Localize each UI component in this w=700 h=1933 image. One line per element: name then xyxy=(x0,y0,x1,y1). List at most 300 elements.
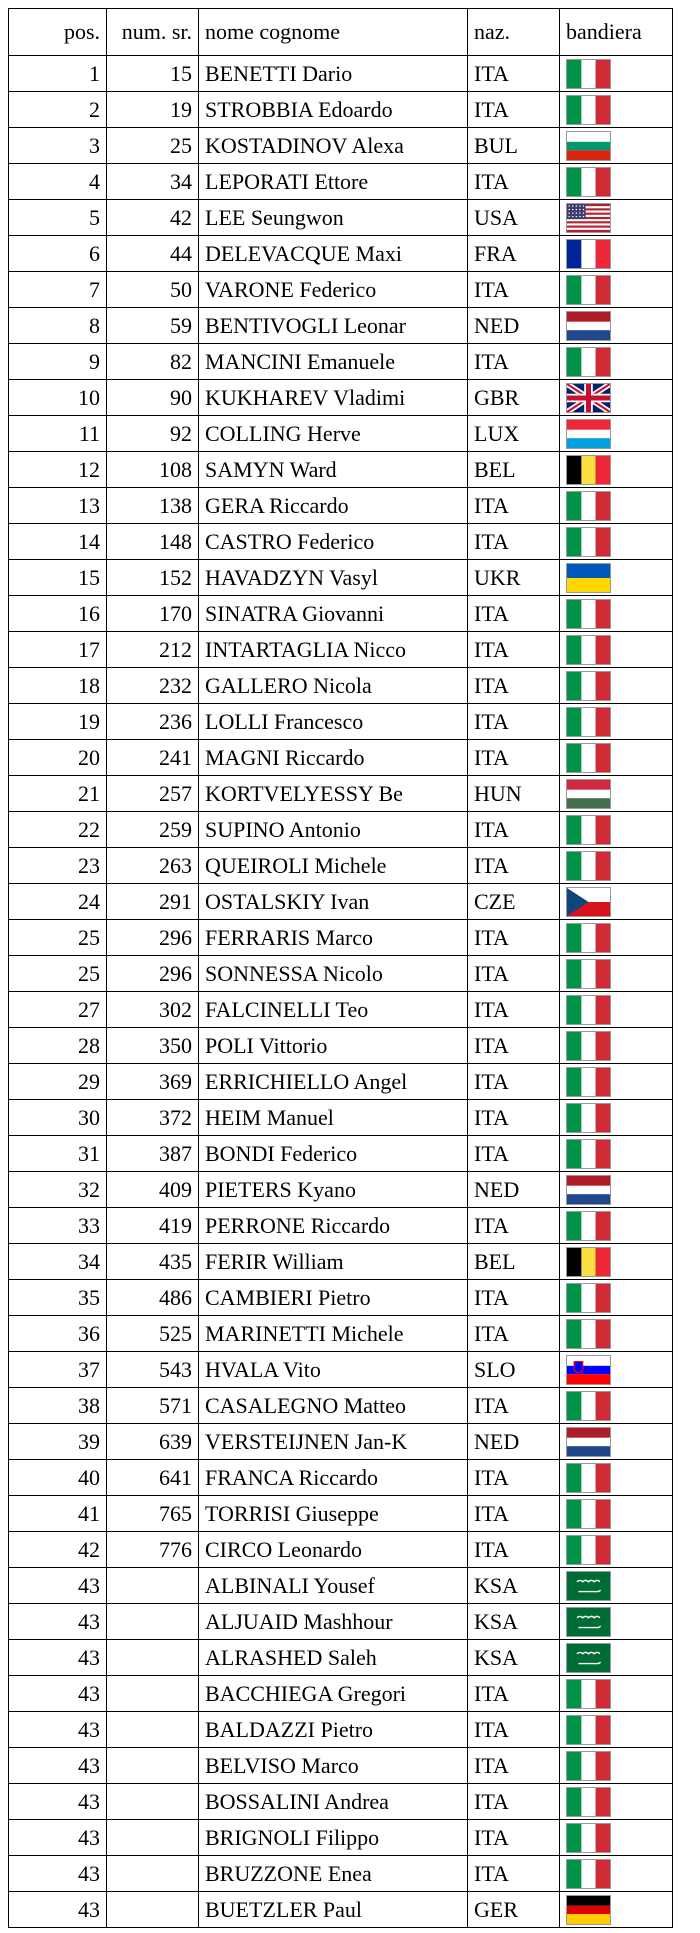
row-name: CASALEGNO Matteo xyxy=(199,1388,468,1424)
flag-ita-icon xyxy=(566,1463,611,1493)
table-row xyxy=(9,272,673,308)
table-row xyxy=(9,956,673,992)
table-row xyxy=(9,1280,673,1316)
row-naz: BUL xyxy=(468,128,560,164)
flag-ita-icon xyxy=(566,1787,611,1817)
row-num-sr: 152 xyxy=(107,560,199,596)
row-naz: ITA xyxy=(468,1712,560,1748)
flag-ita-icon xyxy=(566,959,611,989)
row-name: FRANCA Riccardo xyxy=(199,1460,468,1496)
flag-ned-icon xyxy=(566,1427,611,1457)
table-row xyxy=(9,1568,673,1604)
flag-ita-icon xyxy=(566,1499,611,1529)
flag-ita-icon xyxy=(566,851,611,881)
row-num-sr: 369 xyxy=(107,1064,199,1100)
flag-ger-icon xyxy=(566,1895,611,1925)
flag-ita-icon xyxy=(566,1319,611,1349)
row-naz: ITA xyxy=(468,812,560,848)
table-row xyxy=(9,1712,673,1748)
row-flag-cell xyxy=(560,308,673,344)
row-name: ALJUAID Mashhour xyxy=(199,1604,468,1640)
row-naz: ITA xyxy=(468,668,560,704)
row-pos: 8 xyxy=(9,308,107,344)
table-row xyxy=(9,1424,673,1460)
row-flag-cell xyxy=(560,776,673,812)
table-row xyxy=(9,1820,673,1856)
row-naz: ITA xyxy=(468,1388,560,1424)
flag-ita-icon xyxy=(566,1535,611,1565)
flag-ita-icon xyxy=(566,1283,611,1313)
flag-slo-icon xyxy=(566,1355,611,1385)
row-flag-cell xyxy=(560,1100,673,1136)
row-pos: 11 xyxy=(9,416,107,452)
row-flag-cell xyxy=(560,1496,673,1532)
row-name: SINATRA Giovanni xyxy=(199,596,468,632)
flag-ita-icon xyxy=(566,1103,611,1133)
row-pos: 35 xyxy=(9,1280,107,1316)
row-num-sr: 291 xyxy=(107,884,199,920)
row-name: LOLLI Francesco xyxy=(199,704,468,740)
row-flag-cell xyxy=(560,272,673,308)
row-flag-cell xyxy=(560,380,673,416)
row-pos: 3 xyxy=(9,128,107,164)
row-name: PERRONE Riccardo xyxy=(199,1208,468,1244)
row-naz: ITA xyxy=(468,1748,560,1784)
row-naz: ITA xyxy=(468,1460,560,1496)
row-naz: ITA xyxy=(468,1496,560,1532)
table-row xyxy=(9,1316,673,1352)
row-pos: 24 xyxy=(9,884,107,920)
flag-ita-icon xyxy=(566,995,611,1025)
row-pos: 41 xyxy=(9,1496,107,1532)
row-flag-cell xyxy=(560,992,673,1028)
flag-usa-icon xyxy=(566,203,611,233)
row-pos: 21 xyxy=(9,776,107,812)
row-naz: ITA xyxy=(468,1028,560,1064)
row-pos: 16 xyxy=(9,596,107,632)
row-num-sr: 525 xyxy=(107,1316,199,1352)
row-flag-cell xyxy=(560,560,673,596)
results-body xyxy=(9,56,673,1928)
flag-ita-icon xyxy=(566,1751,611,1781)
row-num-sr xyxy=(107,1568,199,1604)
flag-lux-icon xyxy=(566,419,611,449)
row-num-sr: 232 xyxy=(107,668,199,704)
flag-ita-icon xyxy=(566,707,611,737)
row-flag-cell xyxy=(560,1316,673,1352)
table-row xyxy=(9,992,673,1028)
row-naz: ITA xyxy=(468,740,560,776)
table-row xyxy=(9,560,673,596)
table-row xyxy=(9,1028,673,1064)
row-pos: 43 xyxy=(9,1856,107,1892)
row-pos: 32 xyxy=(9,1172,107,1208)
row-name: CIRCO Leonardo xyxy=(199,1532,468,1568)
row-naz: ITA xyxy=(468,1208,560,1244)
row-num-sr: 372 xyxy=(107,1100,199,1136)
row-num-sr: 50 xyxy=(107,272,199,308)
header-num-sr: num. sr. xyxy=(107,9,199,56)
row-name: VARONE Federico xyxy=(199,272,468,308)
flag-ita-icon xyxy=(566,1823,611,1853)
flag-ita-icon xyxy=(566,59,611,89)
row-naz: HUN xyxy=(468,776,560,812)
row-naz: UKR xyxy=(468,560,560,596)
flag-ita-icon xyxy=(566,275,611,305)
row-naz: ITA xyxy=(468,992,560,1028)
row-name: DELEVACQUE Maxi xyxy=(199,236,468,272)
row-pos: 43 xyxy=(9,1640,107,1676)
row-num-sr: 42 xyxy=(107,200,199,236)
flag-bel-icon xyxy=(566,455,611,485)
row-name: BENETTI Dario xyxy=(199,56,468,92)
row-num-sr xyxy=(107,1748,199,1784)
header-flag: bandiera xyxy=(560,9,673,56)
row-naz: NED xyxy=(468,1172,560,1208)
row-pos: 28 xyxy=(9,1028,107,1064)
row-name: KUKHAREV Vladimi xyxy=(199,380,468,416)
table-row xyxy=(9,1100,673,1136)
table-row xyxy=(9,704,673,740)
flag-ksa-icon xyxy=(566,1607,611,1637)
row-pos: 29 xyxy=(9,1064,107,1100)
row-naz: ITA xyxy=(468,704,560,740)
flag-ita-icon xyxy=(566,95,611,125)
row-pos: 4 xyxy=(9,164,107,200)
row-num-sr: 82 xyxy=(107,344,199,380)
flag-ita-icon xyxy=(566,167,611,197)
row-num-sr: 302 xyxy=(107,992,199,1028)
row-num-sr: 257 xyxy=(107,776,199,812)
row-naz: ITA xyxy=(468,1064,560,1100)
row-naz: ITA xyxy=(468,1820,560,1856)
row-num-sr: 765 xyxy=(107,1496,199,1532)
row-num-sr: 639 xyxy=(107,1424,199,1460)
row-pos: 30 xyxy=(9,1100,107,1136)
flag-hun-icon xyxy=(566,779,611,809)
row-pos: 14 xyxy=(9,524,107,560)
table-row xyxy=(9,920,673,956)
table-row xyxy=(9,1856,673,1892)
row-num-sr: 387 xyxy=(107,1136,199,1172)
flag-ita-icon xyxy=(566,599,611,629)
row-pos: 43 xyxy=(9,1892,107,1928)
flag-cze-icon xyxy=(566,887,611,917)
table-row xyxy=(9,1748,673,1784)
table-row xyxy=(9,812,673,848)
flag-gbr-icon xyxy=(566,383,611,413)
row-pos: 38 xyxy=(9,1388,107,1424)
row-num-sr: 350 xyxy=(107,1028,199,1064)
row-flag-cell xyxy=(560,452,673,488)
table-row xyxy=(9,416,673,452)
row-name: BACCHIEGA Gregori xyxy=(199,1676,468,1712)
table-row xyxy=(9,596,673,632)
table-row xyxy=(9,1136,673,1172)
row-pos: 1 xyxy=(9,56,107,92)
row-naz: ITA xyxy=(468,1136,560,1172)
table-row xyxy=(9,1784,673,1820)
row-name: POLI Vittorio xyxy=(199,1028,468,1064)
row-name: QUEIROLI Michele xyxy=(199,848,468,884)
row-num-sr xyxy=(107,1892,199,1928)
flag-ita-icon xyxy=(566,1715,611,1745)
row-flag-cell xyxy=(560,1640,673,1676)
row-name: GALLERO Nicola xyxy=(199,668,468,704)
row-name: FALCINELLI Teo xyxy=(199,992,468,1028)
row-naz: ITA xyxy=(468,1856,560,1892)
row-pos: 12 xyxy=(9,452,107,488)
row-pos: 15 xyxy=(9,560,107,596)
row-naz: LUX xyxy=(468,416,560,452)
row-naz: ITA xyxy=(468,956,560,992)
table-row xyxy=(9,452,673,488)
row-flag-cell xyxy=(560,1892,673,1928)
row-name: MARINETTI Michele xyxy=(199,1316,468,1352)
row-flag-cell xyxy=(560,920,673,956)
row-num-sr: 435 xyxy=(107,1244,199,1280)
row-flag-cell xyxy=(560,1784,673,1820)
row-name: LEPORATI Ettore xyxy=(199,164,468,200)
flag-ita-icon xyxy=(566,1139,611,1169)
row-naz: ITA xyxy=(468,272,560,308)
row-pos: 43 xyxy=(9,1748,107,1784)
row-num-sr: 263 xyxy=(107,848,199,884)
flag-ita-icon xyxy=(566,671,611,701)
flag-fra-icon xyxy=(566,239,611,269)
table-row xyxy=(9,1640,673,1676)
row-flag-cell xyxy=(560,1388,673,1424)
row-num-sr: 296 xyxy=(107,920,199,956)
table-row xyxy=(9,200,673,236)
header-naz: naz. xyxy=(468,9,560,56)
flag-bul-icon xyxy=(566,131,611,161)
flag-ita-icon xyxy=(566,491,611,521)
row-name: BELVISO Marco xyxy=(199,1748,468,1784)
table-row xyxy=(9,56,673,92)
flag-ita-icon xyxy=(566,1391,611,1421)
row-pos: 19 xyxy=(9,704,107,740)
row-num-sr: 776 xyxy=(107,1532,199,1568)
row-name: BRUZZONE Enea xyxy=(199,1856,468,1892)
row-name: KORTVELYESSY Be xyxy=(199,776,468,812)
row-name: VERSTEIJNEN Jan-K xyxy=(199,1424,468,1460)
row-flag-cell xyxy=(560,1712,673,1748)
row-naz: BEL xyxy=(468,452,560,488)
row-flag-cell xyxy=(560,236,673,272)
row-num-sr: 108 xyxy=(107,452,199,488)
row-flag-cell xyxy=(560,1856,673,1892)
row-pos: 2 xyxy=(9,92,107,128)
row-flag-cell xyxy=(560,1424,673,1460)
row-flag-cell xyxy=(560,200,673,236)
row-flag-cell xyxy=(560,416,673,452)
row-pos: 18 xyxy=(9,668,107,704)
row-num-sr xyxy=(107,1856,199,1892)
table-row xyxy=(9,776,673,812)
row-num-sr: 543 xyxy=(107,1352,199,1388)
row-num-sr xyxy=(107,1820,199,1856)
row-flag-cell xyxy=(560,1028,673,1064)
row-num-sr: 212 xyxy=(107,632,199,668)
row-naz: ITA xyxy=(468,1676,560,1712)
row-name: MAGNI Riccardo xyxy=(199,740,468,776)
row-name: OSTALSKIY Ivan xyxy=(199,884,468,920)
row-flag-cell xyxy=(560,1748,673,1784)
row-num-sr xyxy=(107,1640,199,1676)
flag-ita-icon xyxy=(566,635,611,665)
table-row xyxy=(9,1388,673,1424)
table-row xyxy=(9,128,673,164)
row-num-sr: 241 xyxy=(107,740,199,776)
row-flag-cell xyxy=(560,632,673,668)
table-row xyxy=(9,740,673,776)
flag-ksa-icon xyxy=(566,1643,611,1673)
row-name: KOSTADINOV Alexa xyxy=(199,128,468,164)
row-name: GERA Riccardo xyxy=(199,488,468,524)
row-name: MANCINI Emanuele xyxy=(199,344,468,380)
row-flag-cell xyxy=(560,1352,673,1388)
row-num-sr: 419 xyxy=(107,1208,199,1244)
row-flag-cell xyxy=(560,1676,673,1712)
row-flag-cell xyxy=(560,1604,673,1640)
row-naz: NED xyxy=(468,308,560,344)
row-flag-cell xyxy=(560,1460,673,1496)
row-name: HVALA Vito xyxy=(199,1352,468,1388)
row-naz: ITA xyxy=(468,596,560,632)
row-naz: GER xyxy=(468,1892,560,1928)
row-naz: NED xyxy=(468,1424,560,1460)
row-flag-cell xyxy=(560,1280,673,1316)
table-row xyxy=(9,1352,673,1388)
row-naz: BEL xyxy=(468,1244,560,1280)
row-pos: 9 xyxy=(9,344,107,380)
row-name: SONNESSA Nicolo xyxy=(199,956,468,992)
row-flag-cell xyxy=(560,1820,673,1856)
results-table xyxy=(8,8,673,1928)
row-num-sr: 641 xyxy=(107,1460,199,1496)
row-naz: KSA xyxy=(468,1604,560,1640)
table-row xyxy=(9,488,673,524)
row-num-sr xyxy=(107,1784,199,1820)
row-naz: KSA xyxy=(468,1640,560,1676)
table-row xyxy=(9,1172,673,1208)
row-flag-cell xyxy=(560,1208,673,1244)
table-row xyxy=(9,884,673,920)
table-row xyxy=(9,380,673,416)
row-pos: 36 xyxy=(9,1316,107,1352)
row-name: BUETZLER Paul xyxy=(199,1892,468,1928)
row-name: HEIM Manuel xyxy=(199,1100,468,1136)
flag-ksa-icon xyxy=(566,1571,611,1601)
row-naz: FRA xyxy=(468,236,560,272)
header-pos: pos. xyxy=(9,9,107,56)
row-flag-cell xyxy=(560,884,673,920)
row-name: PIETERS Kyano xyxy=(199,1172,468,1208)
table-row xyxy=(9,1496,673,1532)
row-name: BONDI Federico xyxy=(199,1136,468,1172)
table-row xyxy=(9,1532,673,1568)
row-num-sr xyxy=(107,1676,199,1712)
row-num-sr: 44 xyxy=(107,236,199,272)
flag-ita-icon xyxy=(566,1031,611,1061)
flag-ita-icon xyxy=(566,347,611,377)
row-flag-cell xyxy=(560,92,673,128)
row-naz: GBR xyxy=(468,380,560,416)
row-name: TORRISI Giuseppe xyxy=(199,1496,468,1532)
row-pos: 22 xyxy=(9,812,107,848)
row-num-sr: 19 xyxy=(107,92,199,128)
row-naz: SLO xyxy=(468,1352,560,1388)
row-flag-cell xyxy=(560,596,673,632)
row-flag-cell xyxy=(560,1136,673,1172)
row-pos: 33 xyxy=(9,1208,107,1244)
row-pos: 40 xyxy=(9,1460,107,1496)
row-pos: 10 xyxy=(9,380,107,416)
row-name: INTARTAGLIA Nicco xyxy=(199,632,468,668)
row-flag-cell xyxy=(560,164,673,200)
row-pos: 20 xyxy=(9,740,107,776)
row-pos: 43 xyxy=(9,1604,107,1640)
row-num-sr: 59 xyxy=(107,308,199,344)
table-row xyxy=(9,1208,673,1244)
row-pos: 5 xyxy=(9,200,107,236)
row-pos: 43 xyxy=(9,1568,107,1604)
row-num-sr xyxy=(107,1712,199,1748)
row-flag-cell xyxy=(560,524,673,560)
row-pos: 43 xyxy=(9,1712,107,1748)
table-row xyxy=(9,1892,673,1928)
row-flag-cell xyxy=(560,1568,673,1604)
row-num-sr: 92 xyxy=(107,416,199,452)
row-num-sr: 296 xyxy=(107,956,199,992)
row-num-sr: 409 xyxy=(107,1172,199,1208)
table-row xyxy=(9,164,673,200)
row-naz: ITA xyxy=(468,56,560,92)
row-flag-cell xyxy=(560,344,673,380)
table-row xyxy=(9,668,673,704)
row-pos: 39 xyxy=(9,1424,107,1460)
row-name: ALRASHED Saleh xyxy=(199,1640,468,1676)
row-naz: ITA xyxy=(468,164,560,200)
table-row xyxy=(9,848,673,884)
row-pos: 31 xyxy=(9,1136,107,1172)
row-name: ALBINALI Yousef xyxy=(199,1568,468,1604)
row-num-sr: 236 xyxy=(107,704,199,740)
row-num-sr: 571 xyxy=(107,1388,199,1424)
row-flag-cell xyxy=(560,128,673,164)
header-row xyxy=(9,9,673,56)
row-flag-cell xyxy=(560,1244,673,1280)
table-row xyxy=(9,1244,673,1280)
row-flag-cell xyxy=(560,956,673,992)
row-naz: ITA xyxy=(468,488,560,524)
row-naz: ITA xyxy=(468,1280,560,1316)
row-naz: ITA xyxy=(468,1784,560,1820)
row-num-sr: 259 xyxy=(107,812,199,848)
row-num-sr xyxy=(107,1604,199,1640)
flag-ita-icon xyxy=(566,527,611,557)
row-name: COLLING Herve xyxy=(199,416,468,452)
flag-ned-icon xyxy=(566,1175,611,1205)
row-num-sr: 25 xyxy=(107,128,199,164)
row-pos: 43 xyxy=(9,1820,107,1856)
table-row xyxy=(9,524,673,560)
row-naz: KSA xyxy=(468,1568,560,1604)
row-num-sr: 90 xyxy=(107,380,199,416)
row-naz: ITA xyxy=(468,92,560,128)
row-pos: 25 xyxy=(9,920,107,956)
